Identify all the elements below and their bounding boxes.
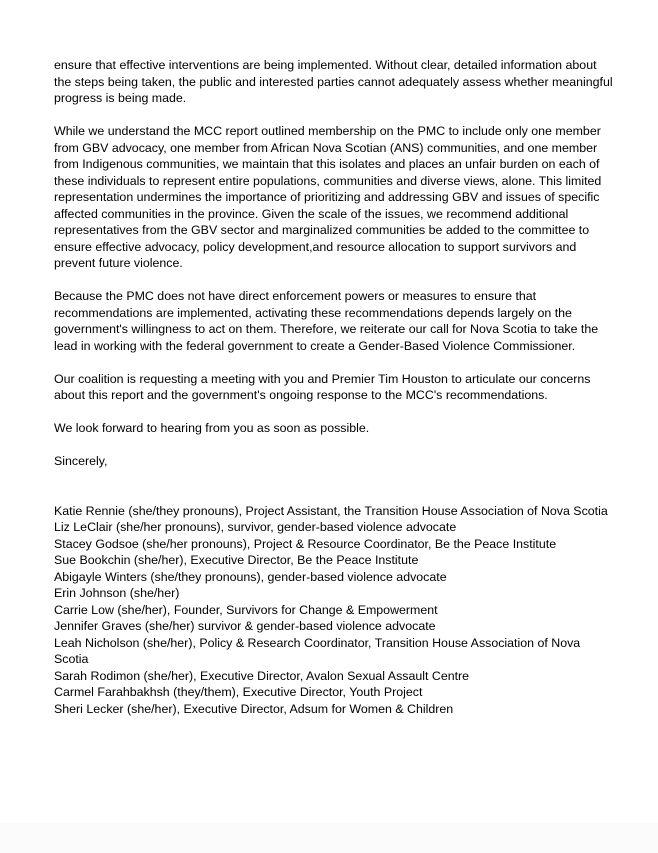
signatory: Katie Rennie (she/they pronouns), Project Assistant, the Transition House Association of Nova Scotia: [54, 503, 608, 518]
signatory: Sue Bookchin (she/her), Executive Director, Be the Peace Institute: [54, 553, 419, 567]
signatory: Sheri Lecker (she/her), Executive Director, Adsum for Women & Children: [54, 701, 454, 716]
paragraph-interventions: ensure that effective interventions are being implemented. Without clear, detailed information about the steps being taken, the public and interested parties cannot adequately assess whether meaningful progress is being made.: [54, 58, 613, 105]
page-bottom-margin: [0, 823, 658, 853]
signatory: Liz LeClair (she/her pronouns), survivor, gender-based violence advocate: [54, 520, 457, 534]
paragraph-look-forward: We look forward to hearing from you as soon as possible.: [54, 421, 370, 435]
letter-body: [54, 57, 614, 717]
signatory-list: [54, 503, 614, 718]
signatory: Sarah Rodimon (she/her), Executive Director, Avalon Sexual Assault Centre: [54, 668, 470, 683]
paragraph-pmc-membership: While we understand the MCC report outlined membership on the PMC to include only one member from GBV advocacy, one member from African Nova Scotian (ANS) communities, and one member from Indigenous communities, we maintain that this isolates and places an unfair burden on each of these individuals to represent entire populations, communities and diverse views, alone. This limited representation undermines the importance of prioritizing and addressing GBV and issues of specific affected communities in the province. Given the scale of the issues, we recommend additional representatives from the GBV sector and marginalized communities be added to the committee to ensure effective advocacy, policy development,and resource allocation to support survivors and prevent future violence.: [54, 124, 602, 270]
paragraph-meeting-request: Our coalition is requesting a meeting with you and Premier Tim Houston to articulate our concerns about this report and the government's ongoing response to the MCC's recommendations.: [54, 371, 591, 402]
signatory: Carmel Farahbakhsh (they/them), Executive Director, Youth Project: [54, 685, 423, 699]
signatory: Carrie Low (she/her), Founder, Survivors for Change & Empowerment: [54, 602, 438, 617]
closing-salutation: Sincerely,: [54, 454, 108, 468]
signatory: Jennifer Graves (she/her) survivor & gender-based violence advocate: [54, 619, 436, 633]
paragraph-enforcement-powers: Because the PMC does not have direct enforcement powers or measures to ensure that recommendations are implemented, activating these recommendations depends largely on the government's willingness to act on them. Therefore, we reiterate our call for Nova Scotia to take the lead in working with the federal government to create a Gender-Based Violence Commissioner.: [54, 289, 599, 353]
signatory: Stacey Godsoe (she/her pronouns), Project & Resource Coordinator, Be the Peace Institute: [54, 536, 557, 551]
signatory: Erin Johnson (she/her): [54, 586, 180, 600]
signatory: Abigayle Winters (she/they pronouns), gender-based violence advocate: [54, 569, 447, 584]
signatory: Leah Nicholson (she/her), Policy & Research Coordinator, Transition House Association of Nova Scotia: [54, 635, 581, 666]
